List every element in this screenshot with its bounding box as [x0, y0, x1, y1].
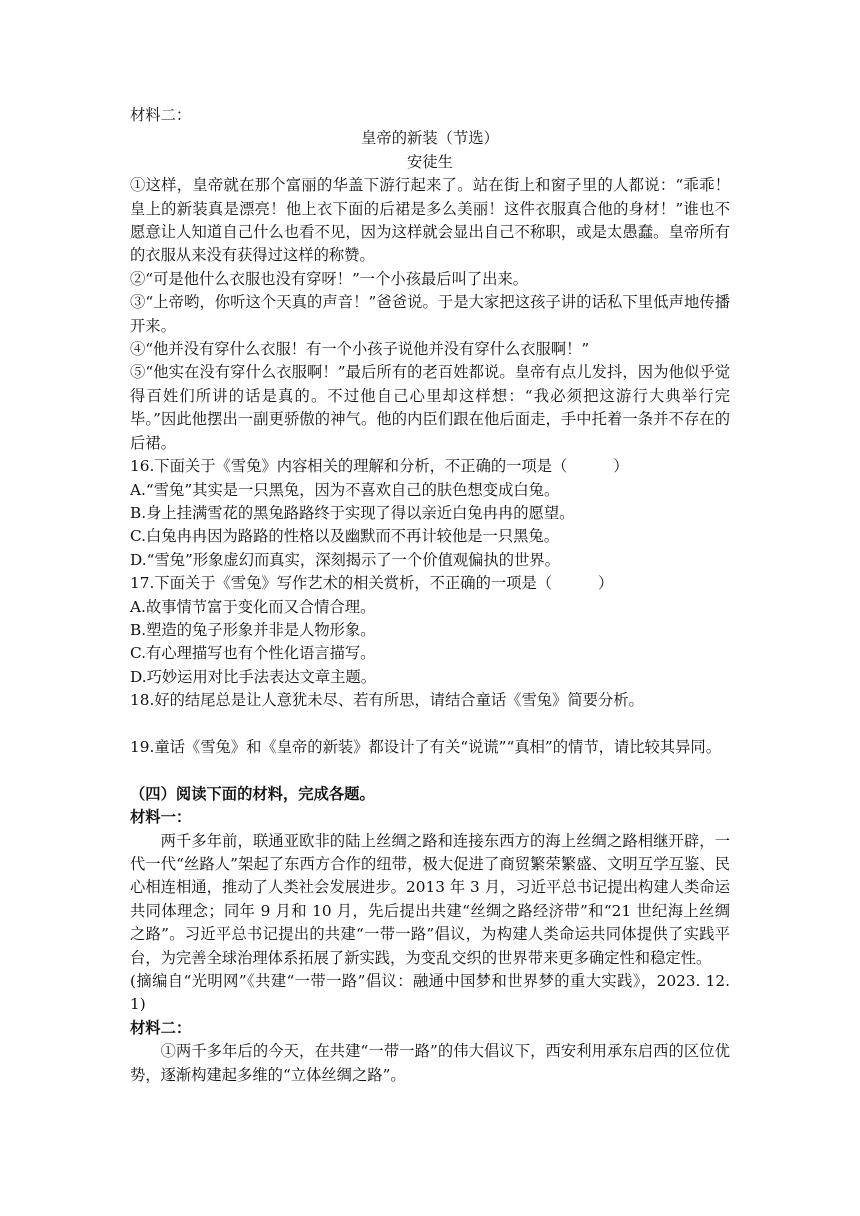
material-paragraph: 两千多年前，联通亚欧非的陆上丝绸之路和连接东西方的海上丝绸之路相继开辟，一代一代“丝路人”架起了东西方合作的纽带，极大促进了商贸繁荣繁盛、文明互学互鉴、民心相连相通，推动了人类社会发展进步。2013 年 3 月，习近平总书记提出构建人类命运共同体理念；同年 9 月和 10 月，先后提出共建“丝绸之路经济带”和“21 世纪海上丝绸之路”。习近平总书记提出的共建“一带一路”倡议，为构建人类命运共同体提供了实践平台，为完善全球治理体系拓展了新实践，为变乱交织的世界带来更多确定性和稳定性。: [130, 831, 730, 967]
question-16-option-b: B.身上挂满雪花的黑兔路路终于实现了得以亲近白兔冉冉的愿望。: [130, 503, 575, 522]
answer-space: [130, 713, 730, 736]
passage-paragraph: ①这样，皇帝就在那个富丽的华盖下游行起来了。站在街上和窗子里的人都说：“乖乖！皇上的新装真是漂亮！他上衣下面的后裙是多么美丽！这件衣服真合他的身材！”谁也不愿意让人知道自己什么也看不见，因为这样就会显出自己不称职，或是太愚蠢。皇帝所有的衣服从来没有获得过这样的称赞。: [130, 176, 730, 265]
question-17-option-d: D.巧妙运用对比手法表达文章主题。: [130, 667, 377, 686]
material-label: 材料二：: [130, 1018, 192, 1037]
question-16-option-d: D.“雪兔”形象虚幻而真实，深刻揭示了一个价值观偏执的世界。: [130, 550, 560, 569]
passage-title: 皇帝的新装（节选）: [361, 129, 499, 148]
document-page: [130, 104, 730, 1087]
material-source: (摘编自“光明网”《共建“一带一路”倡议：融通中国梦和世界梦的重大实践》，2023. 12. 1): [130, 972, 730, 1014]
material-label: 材料二：: [130, 106, 192, 124]
question-17-option-c: C.有心理描写也有个性化语言描写。: [130, 644, 376, 663]
passage-paragraph: ③“上帝哟，你听这个天真的声音！”爸爸说。于是大家把这孩子讲的话私下里低声地传播开来。: [130, 293, 730, 335]
question-19: 19.童话《雪兔》和《皇帝的新装》都设计了有关“说谎”“真相”的情节，请比较其异同。: [130, 737, 722, 756]
passage-paragraph: ⑤“他实在没有穿什么衣服啊！”最后所有的老百姓都说。皇帝有点儿发抖，因为他似乎觉得百姓们所讲的话是真的。不过他自己心里却这样想：“我必须把这游行大典举行完毕。”因此他摆出一副更骄傲的神气。他的内臣们跟在他后面走，手中托着一条并不存在的后裙。: [130, 363, 730, 452]
question-16-option-c: C.白兔冉冉因为路路的性格以及幽默而不再计较他是一只黑兔。: [130, 527, 560, 546]
passage-paragraph: ②“可是他什么衣服也没有穿呀！”一个小孩最后叫了出来。: [130, 269, 529, 288]
question-18: 18.好的结尾总是让人意犹未尽、若有所思，请结合童话《雪兔》简要分析。: [130, 691, 644, 710]
passage-author: 安徒生: [407, 152, 453, 171]
question-16-stem: 16.下面关于《雪兔》内容相关的理解和分析，不正确的一项是（ ）: [130, 457, 629, 476]
question-17-option-b: B.塑造的兔子形象并非是人物形象。: [130, 620, 376, 639]
material-paragraph: ①两千多年后的今天，在共建“一带一路”的伟大倡议下，西安利用承东启西的区位优势，逐渐构建起多维的“立体丝绸之路”。: [130, 1042, 730, 1084]
section-heading: （四）阅读下面的材料，完成各题。: [130, 784, 375, 803]
answer-space: [130, 759, 730, 782]
question-16-option-a: A.“雪兔”其实是一只黑兔，因为不喜欢自己的肤色想变成白兔。: [130, 480, 560, 499]
question-17-option-a: A.故事情节富于变化而又合情合理。: [130, 597, 376, 616]
material-label: 材料一：: [130, 808, 192, 827]
question-17-stem: 17.下面关于《雪兔》写作艺术的相关赏析，不正确的一项是（ ）: [130, 574, 614, 593]
passage-paragraph: ④“他并没有穿什么衣服！有一个小孩子说他并没有穿什么衣服啊！”: [130, 340, 590, 359]
